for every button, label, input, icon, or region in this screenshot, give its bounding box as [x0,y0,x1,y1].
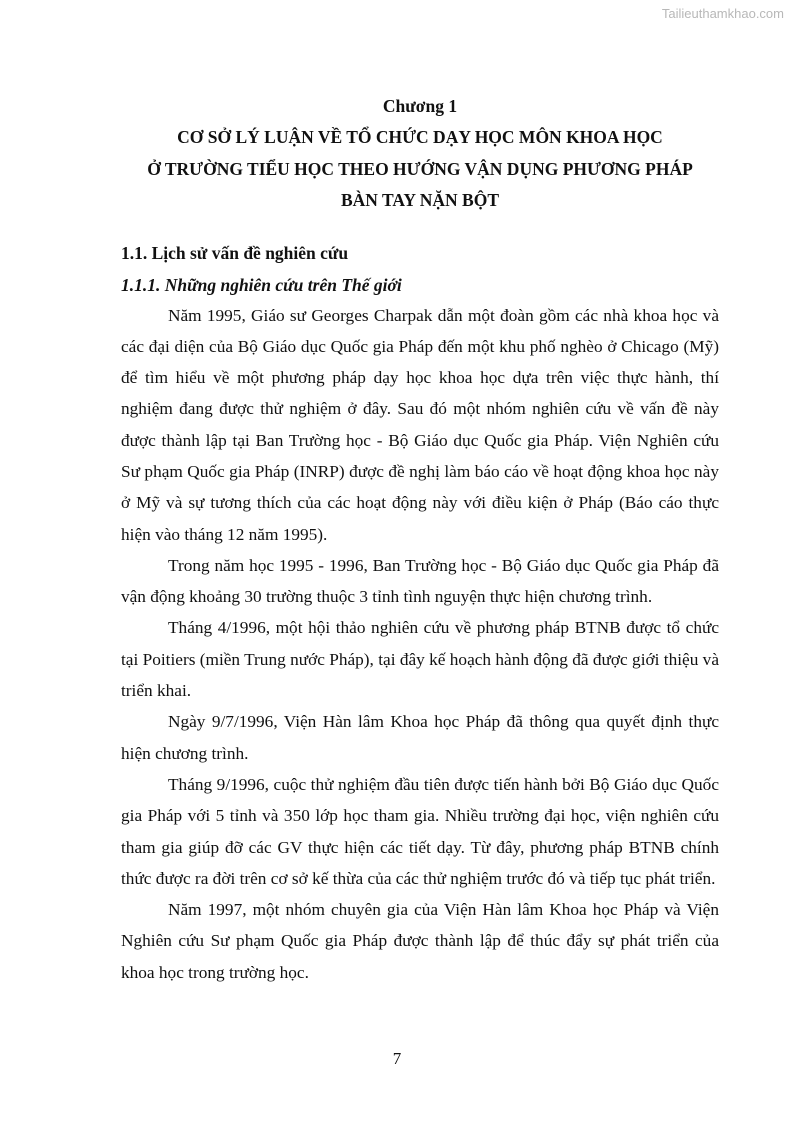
body-paragraph: Ngày 9/7/1996, Viện Hàn lâm Khoa học Pháp đã thông qua quyết định thực hiện chương trình. [121,712,719,763]
document-page [121,92,719,988]
chapter-title-line: Ở TRƯỜNG TIỂU HỌC THEO HƯỚNG VẬN DỤNG PHƯƠNG PHÁP [147,158,693,179]
page-number: 7 [392,1049,402,1068]
chapter-title-line: CƠ SỞ LÝ LUẬN VỀ TỔ CHỨC DẠY HỌC MÔN KHOA HỌC [177,127,663,147]
body-paragraph: Năm 1997, một nhóm chuyên gia của Viện Hàn lâm Khoa học Pháp và Viện Nghiên cứu Sư phạm Quốc gia Pháp được thành lập để thúc đẩy sự phát triển của khoa học trong trường học. [121,900,719,982]
body-paragraph: Tháng 9/1996, cuộc thử nghiệm đầu tiên được tiến hành bởi Bộ Giáo dục Quốc gia Pháp với 5 tỉnh và 350 lớp học tham gia. Nhiều trường đại học, viện nghiên cứu tham gia giúp đỡ các GV thực hiện các tiết dạy. Từ đây, phương pháp BTNB chính thức được ra đời trên cơ sở kế thừa của các thử nghiệm trước đó và tiếp tục phát triển. [121,774,719,888]
section-heading: 1.1. Lịch sử vấn đề nghiên cứu [121,242,349,263]
chapter-heading: Chương 1 [382,96,458,116]
chapter-title-line: BÀN TAY NẶN BỘT [340,190,500,210]
chapter-title [121,122,719,217]
watermark: Tailieuthamkhao.com [661,6,784,21]
body-paragraph: Năm 1995, Giáo sư Georges Charpak dẫn một đoàn gồm các nhà khoa học và các đại diện của Bộ Giáo dục Quốc gia Pháp đến một khu phố nghèo ở Chicago (Mỹ) để tìm hiểu về một phương pháp dạy học khoa học dựa trên việc thực hành, thí nghiệm đang được thử nghiệm ở đây. Sau đó một nhóm nghiên cứu về vấn đề này được thành lập tại Ban Trường học - Bộ Giáo dục Quốc gia Pháp. Viện Nghiên cứu Sư phạm Quốc gia Pháp (INRP) được đề nghị làm báo cáo về hoạt động khoa học này ở Mỹ và sự tương thích của các hoạt động này với điều kiện ở Pháp (Báo cáo thực hiện vào tháng 12 năm 1995). [121,305,719,544]
body-paragraph: Trong năm học 1995 - 1996, Ban Trường học - Bộ Giáo dục Quốc gia Pháp đã vận động khoảng 30 trường thuộc 3 tỉnh tình nguyện thực hiện chương trình. [121,555,719,607]
subsection-heading: 1.1.1. Những nghiên cứu trên Thế giới [121,274,402,295]
body-paragraph: Tháng 4/1996, một hội thảo nghiên cứu về phương pháp BTNB được tổ chức tại Poitiers (miền Trung nước Pháp), tại đây kế hoạch hành động đã được giới thiệu và triển khai. [121,618,719,701]
